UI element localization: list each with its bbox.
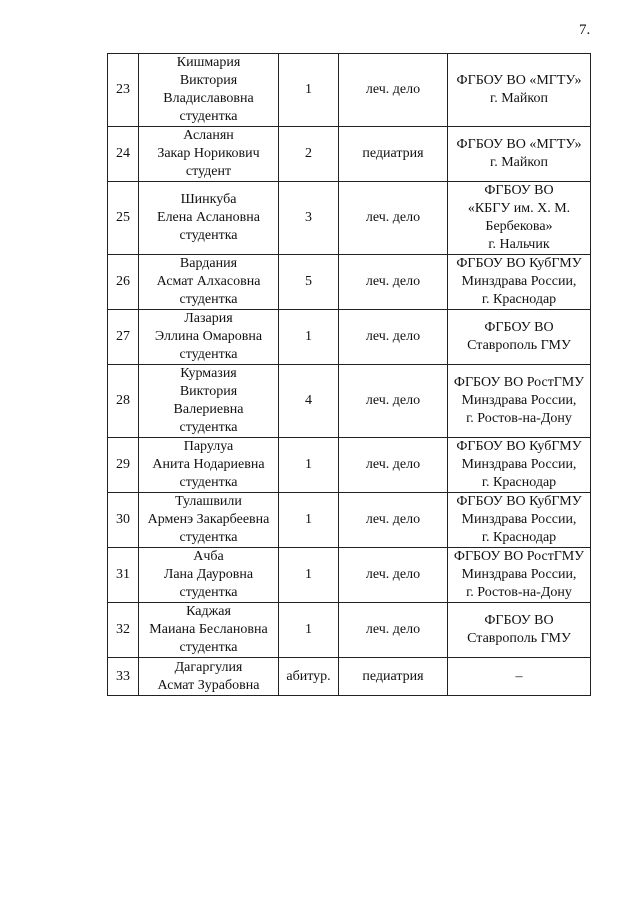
faculty-cell: леч. дело (339, 310, 448, 365)
university-line: г. Ростов-на-Дону (466, 411, 572, 426)
university-line: ФГБОУ ВО КубГМУ (456, 256, 582, 271)
table-row (108, 127, 591, 182)
student-name-line: студентка (179, 109, 238, 124)
university-cell (448, 658, 591, 696)
row-number-cell: 26 (108, 255, 139, 310)
university-cell (448, 127, 591, 182)
page-number: 7. (579, 22, 591, 38)
student-name-line: Кишмария (176, 55, 241, 70)
university-line: Ставрополь ГМУ (467, 631, 571, 646)
table-row (108, 658, 591, 696)
university-cell (448, 438, 591, 493)
student-name-line: Елена Аслановна (157, 210, 260, 225)
student-name-line: студентка (179, 530, 238, 545)
student-name-line: Валериевна (173, 402, 244, 417)
faculty-cell: леч. дело (339, 438, 448, 493)
student-name-line: студент (185, 164, 232, 179)
student-name-cell (139, 54, 279, 127)
row-number-cell: 27 (108, 310, 139, 365)
faculty-cell: леч. дело (339, 603, 448, 658)
course-cell: 1 (279, 493, 339, 548)
student-name-cell (139, 310, 279, 365)
student-name-line: Асмат Алхасовна (156, 274, 261, 289)
row-number-cell: 33 (108, 658, 139, 696)
table-row (108, 603, 591, 658)
student-name-line: Лана Дауровна (163, 567, 254, 582)
student-name-line: студентка (179, 292, 238, 307)
student-name-line: Каджая (186, 604, 231, 619)
university-line: Минздрава России, (461, 512, 577, 527)
university-cell (448, 182, 591, 255)
university-line: г. Майкоп (490, 91, 548, 106)
student-name-line: Лазария (184, 311, 233, 326)
university-line: г. Майкоп (490, 155, 548, 170)
university-cell (448, 365, 591, 438)
row-number-cell: 25 (108, 182, 139, 255)
faculty-cell: леч. дело (339, 548, 448, 603)
university-cell (448, 255, 591, 310)
university-line: ФГБОУ ВО (484, 320, 554, 335)
course-cell: 1 (279, 438, 339, 493)
university-cell (448, 310, 591, 365)
university-cell (448, 548, 591, 603)
course-cell: 1 (279, 548, 339, 603)
student-name-line: студентка (179, 640, 238, 655)
student-name-line: Шинкуба (180, 192, 237, 207)
university-line: г. Краснодар (481, 475, 557, 490)
row-number-cell: 28 (108, 365, 139, 438)
row-number-cell: 24 (108, 127, 139, 182)
course-cell: 2 (279, 127, 339, 182)
student-name-line: студентка (179, 347, 238, 362)
student-name-cell (139, 548, 279, 603)
student-name-cell (139, 255, 279, 310)
university-line: г. Ростов-на-Дону (466, 585, 572, 600)
row-number-cell: 31 (108, 548, 139, 603)
course-cell: 1 (279, 310, 339, 365)
faculty-cell: леч. дело (339, 54, 448, 127)
university-line: ФГБОУ ВО (484, 183, 554, 198)
table-row (108, 365, 591, 438)
table-row (108, 54, 591, 127)
student-name-line: Виктория (179, 384, 238, 399)
student-name-line: студентка (179, 475, 238, 490)
student-name-line: студентка (179, 585, 238, 600)
university-line: Ставрополь ГМУ (467, 338, 571, 353)
university-line: ФГБОУ ВО КубГМУ (456, 439, 582, 454)
course-cell: 5 (279, 255, 339, 310)
university-line: Минздрава России, (461, 457, 577, 472)
student-name-line: Асмат Зурабовна (157, 677, 260, 693)
university-line: Бербекова» (485, 219, 553, 234)
table-row (108, 438, 591, 493)
course-cell: 3 (279, 182, 339, 255)
course-cell: 1 (279, 603, 339, 658)
row-number-cell: 30 (108, 493, 139, 548)
student-name-line: Арменэ Закарбеевна (147, 512, 270, 527)
university-line: г. Нальчик (488, 237, 550, 252)
student-table (107, 53, 591, 696)
student-name-line: Дагаргулия (174, 659, 243, 675)
student-name-cell (139, 658, 279, 696)
university-line: ФГБОУ ВО (484, 613, 554, 628)
university-line: ФГБОУ ВО «МГТУ» (456, 73, 582, 88)
university-line: Минздрава России, (461, 393, 577, 408)
university-line: ФГБОУ ВО КубГМУ (456, 494, 582, 509)
course-cell: 4 (279, 365, 339, 438)
student-name-cell (139, 603, 279, 658)
university-line: ФГБОУ ВО «МГТУ» (456, 137, 582, 152)
student-name-line: Владиславовна (163, 91, 254, 106)
student-name-line: Маиана Беслановна (149, 622, 268, 637)
student-name-line: Асланян (183, 128, 234, 143)
student-name-cell (139, 182, 279, 255)
university-line: г. Краснодар (481, 292, 557, 307)
student-name-line: студентка (179, 420, 238, 435)
university-line: ФГБОУ ВО РостГМУ (453, 375, 585, 390)
faculty-cell: леч. дело (339, 493, 448, 548)
university-line: г. Краснодар (481, 530, 557, 545)
student-name-cell (139, 127, 279, 182)
student-name-cell (139, 438, 279, 493)
faculty-cell: леч. дело (339, 182, 448, 255)
student-name-line: Закар Норикович (157, 146, 260, 161)
student-table-body (108, 54, 591, 696)
student-name-line: Эллина Омаровна (154, 329, 263, 344)
row-number-cell: 29 (108, 438, 139, 493)
student-name-cell (139, 493, 279, 548)
university-line: «КБГУ им. Х. М. (467, 201, 571, 216)
student-name-line: Курмазия (180, 366, 237, 381)
student-name-line: Парулуа (183, 439, 234, 454)
university-cell (448, 603, 591, 658)
course-cell: 1 (279, 54, 339, 127)
table-row (108, 182, 591, 255)
student-name-cell (139, 365, 279, 438)
student-name-line: Анита Нодариевна (152, 457, 265, 472)
row-number-cell: 32 (108, 603, 139, 658)
faculty-cell: леч. дело (339, 365, 448, 438)
university-line: ФГБОУ ВО РостГМУ (453, 549, 585, 564)
table-row (108, 548, 591, 603)
university-cell (448, 493, 591, 548)
course-cell: абитур. (279, 658, 339, 696)
faculty-cell: педиатрия (339, 658, 448, 696)
student-name-line: Ачба (193, 549, 224, 564)
university-line: Минздрава России, (461, 274, 577, 289)
student-name-line: Виктория (179, 73, 238, 88)
university-cell (448, 54, 591, 127)
table-row (108, 255, 591, 310)
row-number-cell: 23 (108, 54, 139, 127)
university-line: – (515, 668, 523, 684)
table-row (108, 493, 591, 548)
faculty-cell: леч. дело (339, 255, 448, 310)
student-name-line: студентка (179, 228, 238, 243)
table-row (108, 310, 591, 365)
student-name-line: Тулашвили (175, 494, 242, 509)
faculty-cell: педиатрия (339, 127, 448, 182)
university-line: Минздрава России, (461, 567, 577, 582)
student-name-line: Вардания (179, 256, 238, 271)
